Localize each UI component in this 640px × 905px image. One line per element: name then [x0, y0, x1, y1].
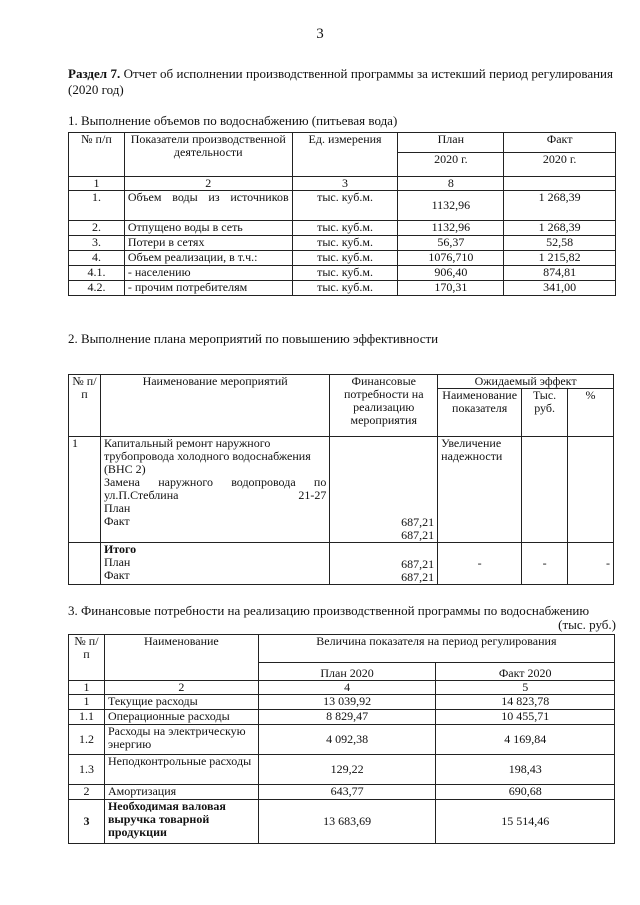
t2-header-effect-thous: Тыс. руб.: [522, 389, 568, 437]
t3-row-plan: 643,77: [258, 785, 436, 800]
t3-colnum: 1: [69, 681, 105, 695]
t3-row-plan: 8 829,47: [258, 710, 436, 725]
t1-row-name: Отпущено воды в сеть: [124, 221, 292, 236]
t3-row-fact: 10 455,71: [436, 710, 615, 725]
t2-row-finance-cell: [330, 437, 438, 543]
table-row: [69, 437, 614, 543]
table1-caption: 1. Выполнение объемов по водоснабжению (питьевая вода): [68, 113, 398, 128]
t2-row-plan-label: План: [103, 501, 131, 515]
t3-row-fact: 690,68: [436, 785, 615, 800]
t2-total-plan-label: План: [103, 555, 131, 569]
t3-row-name: Операционные расходы: [104, 710, 258, 725]
table-row: [69, 266, 616, 281]
t2-total-dash: -: [438, 543, 522, 585]
t1-row-unit: тыс. куб.м.: [292, 221, 398, 236]
table-row: [69, 695, 615, 710]
t3-row-plan: 129,22: [258, 755, 436, 785]
page-number: 3: [316, 26, 324, 42]
t2-row-num: 1: [69, 437, 101, 543]
water-volume-table: [68, 132, 616, 296]
table-row: [69, 221, 616, 236]
t3-row-name: Неподконтрольные расходы: [104, 755, 258, 785]
t3-header-plan: План 2020: [258, 663, 436, 681]
t1-row-plan: 1132,96: [398, 191, 504, 221]
t1-row-unit: тыс. куб.м.: [292, 251, 398, 266]
t1-row-plan: 170,31: [398, 281, 504, 296]
t2-row-effect-name: Увеличение надежности: [438, 437, 522, 543]
t2-row-fact-label: Факт: [103, 514, 130, 528]
t2-row-effect-pct: [568, 437, 614, 543]
t1-row-plan: 56,37: [398, 236, 504, 251]
t3-row-num: 1: [69, 695, 105, 710]
t1-header-plan: План: [398, 133, 504, 153]
t1-row-plan: 1132,96: [398, 221, 504, 236]
t1-colnum: 8: [398, 177, 504, 191]
t1-colnum: 3: [292, 177, 398, 191]
t1-row-num: 2.: [69, 221, 125, 236]
t1-row-plan: 1076,710: [398, 251, 504, 266]
t1-row-fact: 1 268,39: [504, 221, 616, 236]
table-row: [69, 785, 615, 800]
t2-total-finance-cell: [330, 543, 438, 585]
t3-row-fact: 4 169,84: [436, 725, 615, 755]
section-label: Раздел 7.: [68, 66, 121, 81]
t1-row-fact: 1 268,39: [504, 191, 616, 221]
t1-row-unit: тыс. куб.м.: [292, 191, 398, 221]
t3-row-plan: 13 039,92: [258, 695, 436, 710]
t1-row-fact: 874,81: [504, 266, 616, 281]
table-row: [69, 236, 616, 251]
t1-header-plan-year: 2020 г.: [398, 153, 504, 177]
section-heading: [68, 66, 613, 98]
t3-row-plan: 13 683,69: [258, 800, 436, 844]
t2-row-plan-value: 687,21: [401, 515, 435, 529]
t2-total-dash: -: [522, 543, 568, 585]
table-row: [69, 710, 615, 725]
t1-row-name: Объем реализации, в т.ч.:: [124, 251, 292, 266]
table-row: [69, 725, 615, 755]
table3-unit: (тыс. руб.): [558, 617, 616, 632]
t2-total-name-cell: [100, 543, 329, 585]
efficiency-measures-table: [68, 374, 614, 585]
t3-row-fact: 15 514,46: [436, 800, 615, 844]
table-row: [69, 281, 616, 296]
t1-row-unit: тыс. куб.м.: [292, 236, 398, 251]
t3-row-num: 2: [69, 785, 105, 800]
t2-header-name: Наименование мероприятий: [100, 375, 329, 437]
t2-row-name-cell: [100, 437, 329, 543]
t2-row-effect-thous: [522, 437, 568, 543]
t1-row-unit: тыс. куб.м.: [292, 281, 398, 296]
t1-row-name: Потери в сетях: [124, 236, 292, 251]
t1-header-indicator: Показатели производственной деятельности: [124, 133, 292, 177]
t1-header-fact: Факт: [504, 133, 616, 153]
t1-header-fact-year: 2020 г.: [504, 153, 616, 177]
t1-row-name: Объем воды из источников: [124, 191, 292, 221]
table-row: [69, 191, 616, 221]
t3-colnum: 2: [104, 681, 258, 695]
t2-total-plan-value: 687,21: [401, 557, 435, 571]
t3-colnum: 5: [436, 681, 615, 695]
t2-row-title: Капитальный ремонт наружного трубопровода холодного водоснабжения (ВНС 2): [103, 436, 311, 476]
t1-row-num: 4.2.: [69, 281, 125, 296]
t1-row-fact: 341,00: [504, 281, 616, 296]
t3-header-num: № п/п: [69, 635, 105, 681]
t2-total-num: [69, 543, 101, 585]
financial-needs-table: [68, 634, 615, 844]
t2-header-effect-pct: %: [568, 389, 614, 437]
t3-row-name: Текущие расходы: [104, 695, 258, 710]
t1-row-name: - прочим потребителям: [124, 281, 292, 296]
t2-header-effect: Ожидаемый эффект: [438, 375, 614, 389]
t1-row-num: 1.: [69, 191, 125, 221]
t1-colnum-empty: [504, 177, 616, 191]
t3-header-value: Величина показателя на период регулирования: [258, 635, 614, 663]
t3-row-name: Расходы на электрическую энергию: [104, 725, 258, 755]
t1-colnum: 1: [69, 177, 125, 191]
t3-row-num: 1.1: [69, 710, 105, 725]
t3-row-num: 1.3: [69, 755, 105, 785]
t3-row-fact: 14 823,78: [436, 695, 615, 710]
t1-row-name: - населению: [124, 266, 292, 281]
t3-row-num: 1.2: [69, 725, 105, 755]
t2-header-finance: Финансовые потребности на реализацию мероприятия: [330, 375, 438, 437]
t1-header-num: № п/п: [69, 133, 125, 177]
t2-total-fact-value: 687,21: [401, 570, 435, 584]
t2-total-dash: -: [568, 543, 614, 585]
table-row: [69, 251, 616, 266]
t3-header-name: Наименование: [104, 635, 258, 681]
t3-row-name: Амортизация: [104, 785, 258, 800]
t1-row-plan: 906,40: [398, 266, 504, 281]
t3-colnum: 4: [258, 681, 436, 695]
t1-row-unit: тыс. куб.м.: [292, 266, 398, 281]
t3-header-fact: Факт 2020: [436, 663, 615, 681]
t3-row-plan: 4 092,38: [258, 725, 436, 755]
table-row: [69, 800, 615, 844]
table-row: [69, 543, 614, 585]
t1-row-fact: 1 215,82: [504, 251, 616, 266]
table2-caption: 2. Выполнение плана мероприятий по повышению эффективности: [68, 331, 439, 346]
t3-row-fact: 198,43: [436, 755, 615, 785]
t1-colnum: 2: [124, 177, 292, 191]
t3-row-name: Необходимая валовая выручка товарной продукции: [104, 800, 258, 844]
section-title: Отчет об исполнении производственной программы за истекший период регулирования (2020 год): [68, 66, 613, 97]
table3-caption: 3. Финансовые потребности на реализацию производственной программы по водоснабжению: [68, 603, 590, 618]
t2-row-subtitle: Замена наружного водопровода по ул.П.Стеблина 21-27: [103, 475, 327, 502]
t2-total-label: Итого: [103, 542, 137, 556]
t3-row-num: 3: [69, 800, 105, 844]
t1-header-unit: Ед. измерения: [292, 133, 398, 177]
t2-total-fact-label: Факт: [103, 568, 130, 582]
t2-header-effect-name: Наименование показателя: [438, 389, 522, 437]
t1-row-fact: 52,58: [504, 236, 616, 251]
t1-row-num: 4.1.: [69, 266, 125, 281]
t2-header-num: № п/ п: [69, 375, 101, 437]
table-row: [69, 755, 615, 785]
t1-row-num: 4.: [69, 251, 125, 266]
t2-row-fact-value: 687,21: [401, 528, 435, 542]
t1-row-num: 3.: [69, 236, 125, 251]
